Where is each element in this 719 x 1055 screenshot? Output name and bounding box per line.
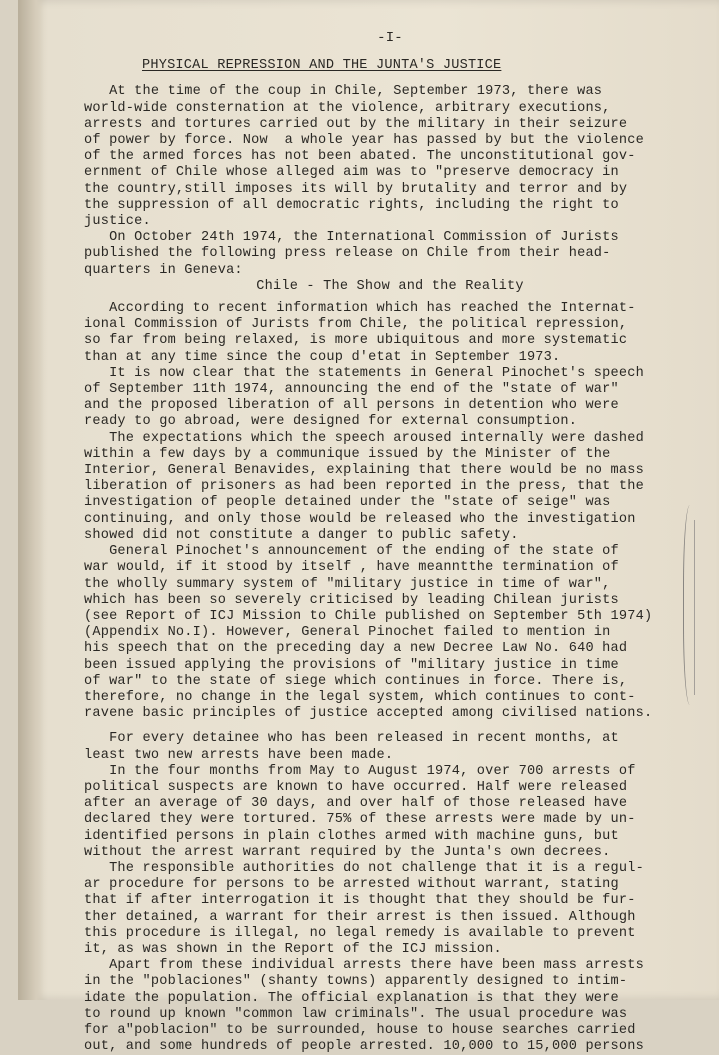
typed-text-body [84, 30, 696, 1055]
text-line: political suspects are known to have occurred. Half were released [84, 779, 628, 795]
text-line: of the armed forces has not been abated. The unconstitutional gov- [84, 149, 636, 165]
text-line: quarters in Geneva: [84, 262, 243, 278]
text-line: idate the population. The official explanation is that they were [84, 990, 619, 1006]
text-line: least two new arrests have been made. [84, 747, 394, 763]
text-line: and the proposed liberation of all persons in detention who were [84, 398, 619, 414]
section-heading: PHYSICAL REPRESSION AND THE JUNTA'S JUSTICE [142, 58, 502, 74]
text-line: (Appendix No.I). However, General Pinochet failed to mention in [84, 625, 611, 641]
paragraph-10 [84, 958, 696, 1055]
text-line: showed did not constitute a danger to public safety. [84, 527, 519, 543]
text-line: ravene basic principles of justice accepted among civilised nations. [84, 706, 653, 722]
text-line: of war" to the state of siege which continues in force. There is, [84, 673, 628, 689]
paragraph-8 [84, 764, 696, 861]
text-line: On October 24th 1974, the International Commission of Jurists [84, 230, 619, 246]
text-line: world-wide consternation at the violence, arbitrary executions, [84, 100, 611, 116]
text-line: liberation of prisoners as had been reported in the press, that the [84, 479, 644, 495]
text-line: ther detained, a warrant for their arrest is then issued. Although [84, 909, 636, 925]
text-line: it, as was shown in the Report of the ICJ mission. [84, 941, 502, 957]
text-line: after an average of 30 days, and over half of those released have [84, 796, 628, 812]
text-line: At the time of the coup in Chile, September 1973, there was [84, 84, 603, 100]
paragraph-9 [84, 861, 696, 958]
text-line: The responsible authorities do not challenge that it is a regul- [84, 860, 644, 876]
text-line: within a few days by a communique issued by the Minister of the [84, 446, 611, 462]
text-line: ernment of Chile whose alleged aim was to "preserve democracy in [84, 165, 619, 181]
text-line: For every detainee who has been released in recent months, at [84, 731, 619, 747]
text-line: out, and some hundreds of people arrested. 10,000 to 15,000 persons [84, 1039, 644, 1055]
text-line: arrests and tortures carried out by the military in their seizure [84, 116, 628, 132]
text-line: The expectations which the speech aroused internally were dashed [84, 430, 644, 446]
text-line: to round up known "common law criminals". The usual procedure was [84, 1006, 628, 1022]
text-line: which has been so severely criticised by leading Chilean jurists [84, 592, 619, 608]
text-line: that if after interrogation it is thought that they should be fur- [84, 893, 636, 909]
text-line: of September 11th 1974, announcing the end of the "state of war" [84, 382, 619, 398]
text-line: of power by force. Now a whole year has passed by but the violence [84, 133, 644, 149]
press-release-subheading: Chile - The Show and the Reality [256, 278, 524, 294]
paragraph-6 [84, 544, 696, 722]
text-line: declared they were tortured. 75% of these arrests were made by un- [84, 812, 636, 828]
text-line: General Pinochet's announcement of the ending of the state of [84, 544, 619, 560]
text-line: therefore, no change in the legal system, which continues to cont- [84, 689, 636, 705]
paragraph-5 [84, 431, 696, 544]
paragraph-2 [84, 230, 696, 279]
page-number: -I- [377, 30, 403, 46]
binding-fold [18, 0, 44, 1000]
text-line: the wholly summary system of "military justice in time of war", [84, 576, 611, 592]
text-line: continuing, and only those would be released who the investigation [84, 511, 636, 527]
text-line: (see Report of ICJ Mission to Chile published on September 5th 1974) [84, 608, 653, 624]
text-line: the country,still imposes its will by brutality and terror and by [84, 181, 628, 197]
text-line: identified persons in plain clothes armed with machine guns, but [84, 828, 619, 844]
text-line: the suppression of all democratic rights, including the right to [84, 197, 619, 213]
paragraph-3 [84, 301, 696, 366]
document-page [18, 0, 719, 1055]
text-line: published the following press release on Chile from their head- [84, 246, 611, 262]
text-line: ional Commission of Jurists from Chile, the political repression, [84, 317, 628, 333]
text-line: ready to go abroad, were designed for external consumption. [84, 414, 578, 430]
text-line: According to recent information which has reached the Internat- [84, 301, 636, 317]
paragraph-gap [84, 722, 696, 731]
text-line: without the arrest warrant required by the Junta's own decrees. [84, 844, 611, 860]
text-line: his speech that on the preceding day a new Decree Law No. 640 had [84, 641, 628, 657]
text-line: been issued applying the provisions of "military justice in time [84, 657, 619, 673]
paragraph-7 [84, 731, 696, 763]
text-line: Interior, General Benavides, explaining that there would be no mass [84, 463, 644, 479]
text-line: in the "poblaciones" (shanty towns) apparently designed to intim- [84, 974, 628, 990]
text-line: investigation of people detained under the "state of seige" was [84, 495, 611, 511]
text-line: than at any time since the coup d'etat in September 1973. [84, 349, 561, 365]
text-line: Apart from these individual arrests there have been mass arrests [84, 958, 644, 974]
text-line: In the four months from May to August 1974, over 700 arrests of [84, 763, 636, 779]
text-line: for a"poblacion" to be surrounded, house to house searches carried [84, 1022, 636, 1038]
text-line: this procedure is illegal, no legal remedy is available to prevent [84, 925, 636, 941]
text-line: justice. [84, 214, 151, 230]
text-line: ar procedure for persons to be arrested without warrant, stating [84, 877, 619, 893]
text-line: so far from being relaxed, is more ubiquitous and more systematic [84, 333, 628, 349]
paragraph-4 [84, 366, 696, 431]
text-line: war would, if it stood by itself , have meanntthe termination of [84, 560, 619, 576]
paragraph-1 [84, 84, 696, 230]
text-line: It is now clear that the statements in General Pinochet's speech [84, 365, 644, 381]
